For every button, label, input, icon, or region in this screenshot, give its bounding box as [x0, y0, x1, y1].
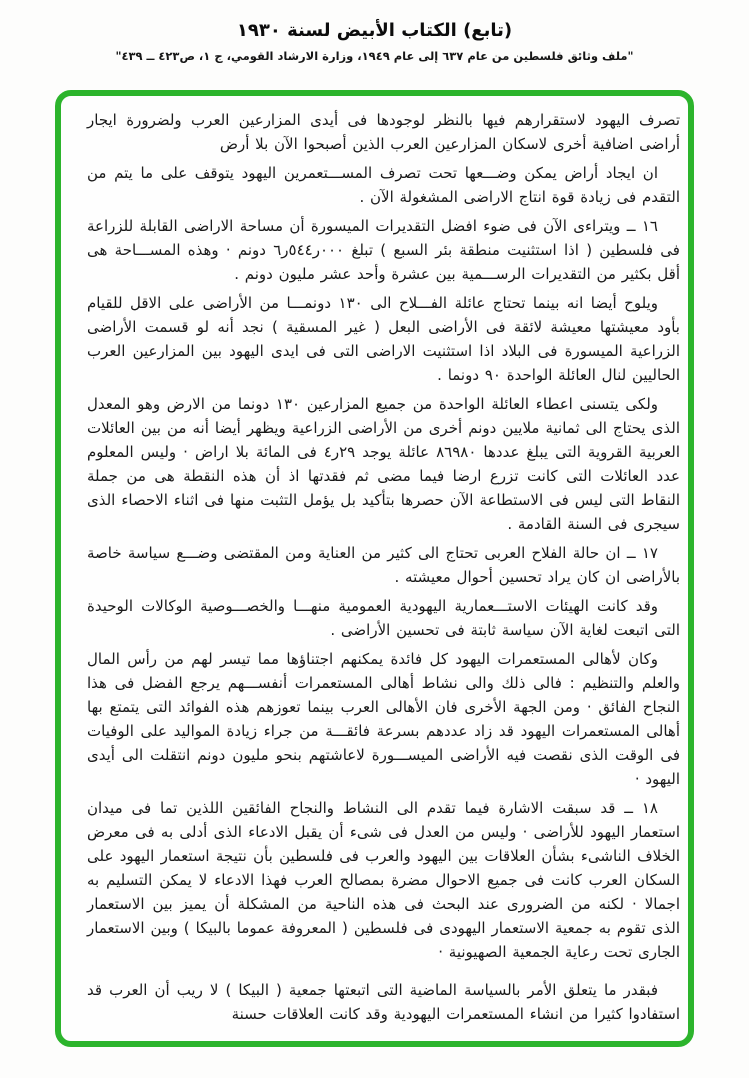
paragraph-land-availability: ان ايجاد أراض يمكن وضـــعها تحت تصرف المســـتعمرين اليهود يتوقف على ما يتم من التقدم فى زيادة قوة انتاج الاراضى المشغولة الآن .: [87, 164, 680, 206]
green-highlight-frame: [55, 90, 694, 1047]
paragraph-pica-past-policy: فبقدر ما يتعلق الأمر بالسياسة الماضية التى اتبعتها جمعية ( البيكا ) لا ريب أن العرب قد استفادوا كثيرا من انشاء المستعمرات اليهودية وقد كانت العلاقات حسنة: [87, 981, 680, 1023]
source-citation: "ملف وثائق فلسطين من عام ٦٣٧ إلى عام ١٩٤٩، وزارة الارشاد القومي، ج ١، ص٤٢٣ ــ ٤٣٩": [115, 49, 634, 63]
paragraph-colonies-advantages: وكان لأهالى المستعمرات اليهود كل فائدة يمكنهم اجتناؤها مما تيسر لهم من رأس المال والعلم والتنظيم : فالى ذلك والى نشاط أهالى المستعمرات أنفســـهم يرجع الفضل فى هذا النجاح الفائق · ومن الجهة الأخرى فان الأهالى العرب بينما تعوزهم هذه الفوائد التى يتمتع بها أهالى المستعمرات اليهود قد زاد عددهم بسرعة فائقـــة من جراء زيادة المواليد على الوفيات فى الوقت الذى نقصت فيه الأراضى الميســـورة لاعاشتهم بنحو مليون دونم انتقلت الى أيدى اليهود ·: [87, 650, 680, 788]
paragraph-jewish-colonization-bodies: وقد كانت الهيئات الاستـــعمارية اليهودية العمومية منهـــا والخصـــوصية الوكالات الوحيدة التى اتبعت لغاية الآن سياسة ثابتة فى تحسين الأراضى .: [87, 597, 680, 639]
paragraph-families-statistics: ولكى يتسنى اعطاء العائلة الواحدة من جميع المزارعين ١٣٠ دونما من الارض وهو المعدل الذى يحتاج الى ثمانية ملايين دونم أخرى من الأراضى الزراعية ويظهر أيضا أنه من بين العائلات العربية القروية التى يبلغ عددها ٨٦٩٨٠ عائلة يوجد ٢٩ر٤ فى المائة بلا اراض · وليس المعلوم عدد العائلات التى كانت تزرع ارضا فيما مضى ثم فقدتها اذ أن هذه النقطة هى من جملة النقاط التى ليس فى الاستطاعة الآن حصرها بتأكيد بل يؤمل التثبت منها فى اثناء الاحصاء الذى سيجرى فى السنة القادمة .: [87, 395, 680, 533]
document-header: [0, 0, 749, 63]
paragraph-continuation: تصرف اليهود لاستقرارهم فيها بالنظر لوجودها فى أيدى المزارعين العرب ولضرورة ايجار أراضى اضافية أخرى لاسكان المزارعين العرب الذين أصبحوا الآن بلا أرض: [87, 111, 680, 153]
paragraph-family-need-130: ويلوح أيضا انه بينما تحتاج عائلة الفـــلاح الى ١٣٠ دونمـــا من الأراضى على الاقل للقيام بأود معيشتها معيشة لائقة فى الأراضى البعل ( غير المسقية ) نجد أنه لو قسمت الأراضى الزراعية الميسورة فى البلاد اذا استثنيت الاراضى التى فى ايدى اليهود بين المزارعين العرب الحاليين لنال العائلة الواحدة ٩٠ دونما .: [87, 294, 680, 384]
page-title: (تابع) الكتاب الأبيض لسنة ١٩٣٠: [236, 20, 513, 41]
paragraph-section-17: ١٧ ــ ان حالة الفلاح العربى تحتاج الى كثير من العناية ومن المقتضى وضـــع سياسة خاصة بالأراضى ان كان يراد تحسين أحوال معيشته .: [87, 544, 680, 586]
paragraph-section-18: ١٨ ــ قد سبقت الاشارة فيما تقدم الى النشاط والنجاح الفائقين اللذين تما فى ميدان استعمار اليهود للأراضى · وليس من العدل فى شىء أن يقبل الادعاء الذى أدلى به فى معرض الخلاف الناشىء بشأن العلاقات بين اليهود والعرب فى فلسطين بأن نتيجة استعمار اليهود على السكان العرب كانت فى جميع الاحوال مضرة بمصالح العرب فهذا الادعاء لا يمكن التسليم به اجمالا · لكنه من الضرورى عند البحث فى هذه الناحية من المشكلة أن يميز بين الاستعمار الذى تقوم به جمعية الاستعمار اليهودى فى فلسطين ( المعروفة عموما بالبيكا ) وبين الاستعمار الجارى تحت رعاية الجمعية الصهيونية ·: [87, 799, 680, 961]
paragraph-section-16: ١٦ ــ ويتراءى الآن فى ضوء افضل التقديرات الميسورة أن مساحة الاراضى القابلة للزراعة فى فلسطين ( اذا استثنيت منطقة بئر السبع ) تبلغ ٠٠٠ر٥٤٤ر٦ دونم · وهذه المســـاحة هى أقل بكثير من التقديرات الرســـمية بين عشرة وأحد عشر مليون دونم .: [87, 217, 680, 283]
